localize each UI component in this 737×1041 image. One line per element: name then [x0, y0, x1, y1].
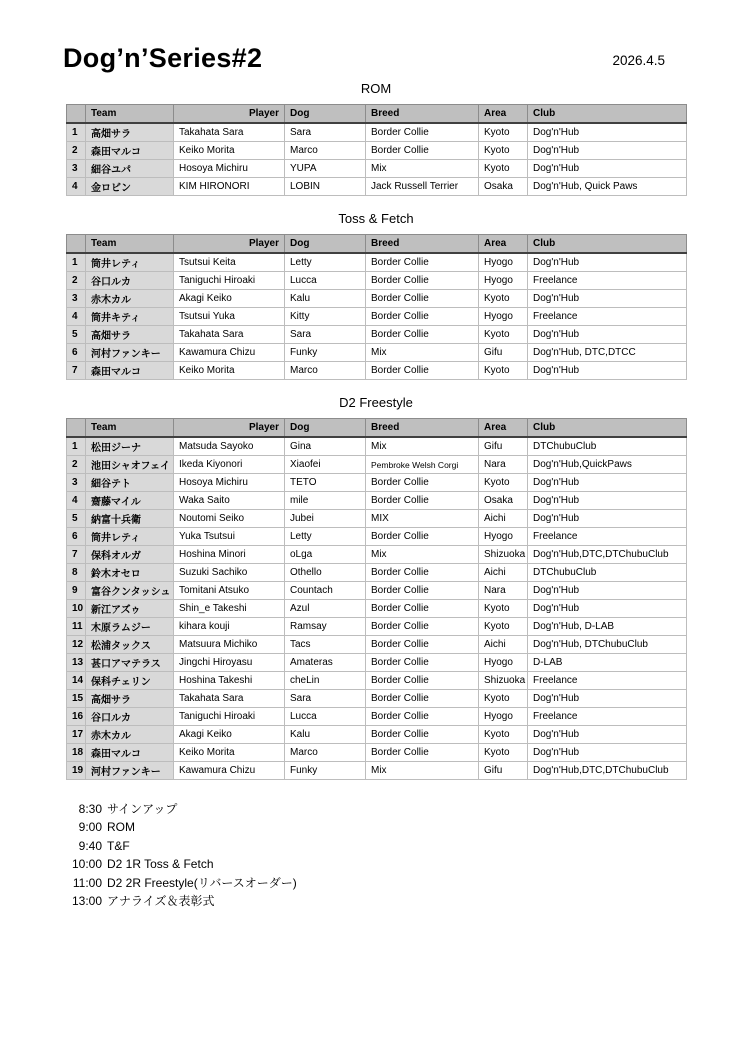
- breed-cell: Border Collie: [366, 744, 479, 762]
- table-title: D2 Freestyle: [339, 395, 413, 410]
- dog-cell: Sara: [285, 326, 366, 344]
- column-header-team: Team: [86, 105, 174, 124]
- table-row: [67, 528, 687, 546]
- breed-cell: Mix: [366, 160, 479, 178]
- table-row: [67, 290, 687, 308]
- dog-cell: oLga: [285, 546, 366, 564]
- header-row: [67, 235, 687, 254]
- club-cell: DTChubuClub: [528, 437, 687, 456]
- dog-cell: Kitty: [285, 308, 366, 326]
- club-cell: Dog'n'Hub,QuickPaws: [528, 456, 687, 474]
- player-cell: Tsutsui Keita: [174, 253, 285, 272]
- column-header-team: Team: [86, 419, 174, 438]
- team-cell: 筒井レティ: [86, 528, 174, 546]
- team-cell: 鈴木オセロ: [86, 564, 174, 582]
- table-row: [67, 456, 687, 474]
- schedule-event: D2 2R Freestyle(リバースオーダー): [107, 875, 297, 890]
- dog-cell: Kalu: [285, 290, 366, 308]
- breed-cell: Border Collie: [366, 636, 479, 654]
- breed-cell: Border Collie: [366, 672, 479, 690]
- breed-cell: Mix: [366, 344, 479, 362]
- player-cell: Hosoya Michiru: [174, 160, 285, 178]
- dog-cell: Marco: [285, 362, 366, 380]
- team-cell: 齋藤マイル: [86, 492, 174, 510]
- breed-cell: Border Collie: [366, 142, 479, 160]
- area-cell: Kyoto: [479, 290, 528, 308]
- club-cell: Freelance: [528, 708, 687, 726]
- roster-table: [66, 234, 687, 380]
- table-row: [67, 178, 687, 196]
- player-cell: Taniguchi Hiroaki: [174, 708, 285, 726]
- no-cell: 13: [67, 654, 86, 672]
- area-cell: Kyoto: [479, 160, 528, 178]
- schedule-time: 11:00: [72, 875, 102, 890]
- club-cell: Dog'n'Hub: [528, 600, 687, 618]
- club-cell: Dog'n'Hub: [528, 726, 687, 744]
- table-row: [67, 582, 687, 600]
- dog-cell: Azul: [285, 600, 366, 618]
- table-row: [67, 142, 687, 160]
- no-cell: 4: [67, 492, 86, 510]
- no-cell: 6: [67, 528, 86, 546]
- schedule-event: D2 1R Toss & Fetch: [107, 857, 214, 872]
- team-cell: 谷口ルカ: [86, 272, 174, 290]
- breed-cell: Border Collie: [366, 654, 479, 672]
- player-cell: Tsutsui Yuka: [174, 308, 285, 326]
- table-row: [67, 672, 687, 690]
- dog-cell: Kalu: [285, 726, 366, 744]
- no-cell: 2: [67, 456, 86, 474]
- dog-cell: Funky: [285, 762, 366, 780]
- breed-cell: Border Collie: [366, 618, 479, 636]
- dog-cell: Letty: [285, 253, 366, 272]
- column-header-player: Player: [174, 235, 285, 254]
- schedule-time: 9:00: [78, 820, 102, 835]
- club-cell: Dog'n'Hub: [528, 690, 687, 708]
- breed-cell: Border Collie: [366, 600, 479, 618]
- schedule-event: サインアップ: [107, 802, 178, 816]
- breed-cell: Border Collie: [366, 564, 479, 582]
- roster-section: [66, 394, 686, 780]
- schedule: [64, 800, 297, 910]
- breed-cell: Border Collie: [366, 474, 479, 492]
- no-cell: 19: [67, 762, 86, 780]
- player-cell: Noutomi Seiko: [174, 510, 285, 528]
- area-cell: Kyoto: [479, 142, 528, 160]
- table-row: [67, 437, 687, 456]
- column-header-dog: Dog: [285, 105, 366, 124]
- player-cell: Suzuki Sachiko: [174, 564, 285, 582]
- dog-cell: YUPA: [285, 160, 366, 178]
- table-row: [67, 564, 687, 582]
- area-cell: Kyoto: [479, 744, 528, 762]
- dog-cell: mile: [285, 492, 366, 510]
- breed-cell: Border Collie: [366, 272, 479, 290]
- dog-cell: Funky: [285, 344, 366, 362]
- team-cell: 筒井キティ: [86, 308, 174, 326]
- dog-cell: Marco: [285, 744, 366, 762]
- club-cell: Dog'n'Hub, DTC,DTCC: [528, 344, 687, 362]
- area-cell: Osaka: [479, 492, 528, 510]
- breed-cell: Border Collie: [366, 123, 479, 142]
- schedule-time: 10:00: [71, 857, 102, 872]
- area-cell: Shizuoka: [479, 546, 528, 564]
- player-cell: Waka Saito: [174, 492, 285, 510]
- table-row: [67, 618, 687, 636]
- dog-cell: Jubei: [285, 510, 366, 528]
- page-header: [63, 42, 665, 74]
- club-cell: Freelance: [528, 528, 687, 546]
- no-cell: 1: [67, 253, 86, 272]
- breed-cell: Mix: [366, 437, 479, 456]
- no-cell: 1: [67, 123, 86, 142]
- club-cell: Dog'n'Hub: [528, 510, 687, 528]
- area-cell: Gifu: [479, 437, 528, 456]
- table-row: [67, 160, 687, 178]
- area-cell: Kyoto: [479, 618, 528, 636]
- club-cell: Dog'n'Hub: [528, 326, 687, 344]
- roster-table: [66, 418, 687, 780]
- schedule-time: 8:30: [78, 802, 102, 816]
- header-row: [67, 419, 687, 438]
- schedule-item: [64, 818, 297, 836]
- schedule-item: [64, 874, 297, 892]
- schedule-item: [64, 892, 297, 910]
- schedule-event: アナライズ＆表彰式: [107, 893, 215, 908]
- club-cell: Dog'n'Hub: [528, 492, 687, 510]
- no-cell: 3: [67, 290, 86, 308]
- no-cell: 16: [67, 708, 86, 726]
- dog-cell: Xiaofei: [285, 456, 366, 474]
- club-cell: Freelance: [528, 308, 687, 326]
- player-cell: Keiko Morita: [174, 362, 285, 380]
- table-row: [67, 690, 687, 708]
- player-cell: Ikeda Kiyonori: [174, 456, 285, 474]
- dog-cell: Gina: [285, 437, 366, 456]
- area-cell: Osaka: [479, 178, 528, 196]
- table-row: [67, 474, 687, 492]
- table-row: [67, 654, 687, 672]
- no-cell: 11: [67, 618, 86, 636]
- club-cell: DTChubuClub: [528, 564, 687, 582]
- table-row: [67, 726, 687, 744]
- team-cell: 池田シャオフェイ: [86, 456, 174, 474]
- dog-cell: Sara: [285, 690, 366, 708]
- breed-cell: Jack Russell Terrier: [366, 178, 479, 196]
- dog-cell: cheLin: [285, 672, 366, 690]
- event-date: 2026.4.5: [612, 53, 665, 68]
- player-cell: Shin_e Takeshi: [174, 600, 285, 618]
- area-cell: Hyogo: [479, 708, 528, 726]
- area-cell: Hyogo: [479, 308, 528, 326]
- player-cell: Takahata Sara: [174, 326, 285, 344]
- table-row: [67, 492, 687, 510]
- no-cell: 12: [67, 636, 86, 654]
- club-cell: Freelance: [528, 672, 687, 690]
- dog-cell: TETO: [285, 474, 366, 492]
- column-header-dog: Dog: [285, 419, 366, 438]
- team-cell: 富谷クンタッシュ: [86, 582, 174, 600]
- player-cell: Jingchi Hiroyasu: [174, 654, 285, 672]
- area-cell: Hyogo: [479, 272, 528, 290]
- player-cell: Matsuda Sayoko: [174, 437, 285, 456]
- column-header-area: Area: [479, 105, 528, 124]
- team-cell: 高畑サラ: [86, 123, 174, 142]
- dog-cell: LOBIN: [285, 178, 366, 196]
- area-cell: Aichi: [479, 564, 528, 582]
- dog-cell: Amateras: [285, 654, 366, 672]
- club-cell: Dog'n'Hub: [528, 362, 687, 380]
- club-cell: Dog'n'Hub,DTC,DTChubuClub: [528, 546, 687, 564]
- area-cell: Kyoto: [479, 326, 528, 344]
- team-cell: 高畑サラ: [86, 326, 174, 344]
- no-cell: 4: [67, 178, 86, 196]
- schedule-item: [64, 800, 297, 818]
- schedule-time: 13:00: [71, 893, 102, 908]
- area-cell: Aichi: [479, 636, 528, 654]
- player-cell: Matsuura Michiko: [174, 636, 285, 654]
- column-header-number: [67, 105, 86, 124]
- player-cell: Kawamura Chizu: [174, 344, 285, 362]
- club-cell: Dog'n'Hub, D-LAB: [528, 618, 687, 636]
- table-row: [67, 308, 687, 326]
- column-header-breed: Breed: [366, 105, 479, 124]
- table-row: [67, 546, 687, 564]
- area-cell: Shizuoka: [479, 672, 528, 690]
- club-cell: Dog'n'Hub: [528, 582, 687, 600]
- area-cell: Kyoto: [479, 600, 528, 618]
- team-cell: 河村ファンキー: [86, 344, 174, 362]
- table-row: [67, 600, 687, 618]
- schedule-item: [64, 855, 297, 873]
- team-cell: 森田マルコ: [86, 142, 174, 160]
- team-cell: 保科チェリン: [86, 672, 174, 690]
- area-cell: Hyogo: [479, 528, 528, 546]
- table-row: [67, 708, 687, 726]
- player-cell: Kawamura Chizu: [174, 762, 285, 780]
- player-cell: Keiko Morita: [174, 744, 285, 762]
- breed-cell: Border Collie: [366, 290, 479, 308]
- no-cell: 8: [67, 564, 86, 582]
- player-cell: Hoshina Minori: [174, 546, 285, 564]
- player-cell: Tomitani Atsuko: [174, 582, 285, 600]
- dog-cell: Lucca: [285, 708, 366, 726]
- header-row: [67, 105, 687, 124]
- player-cell: Hoshina Takeshi: [174, 672, 285, 690]
- column-header-player: Player: [174, 105, 285, 124]
- breed-cell: Mix: [366, 546, 479, 564]
- team-cell: 森田マルコ: [86, 744, 174, 762]
- player-cell: Keiko Morita: [174, 142, 285, 160]
- club-cell: Dog'n'Hub: [528, 123, 687, 142]
- team-cell: 新江アズゥ: [86, 600, 174, 618]
- area-cell: Hyogo: [479, 253, 528, 272]
- team-cell: 赤木カル: [86, 290, 174, 308]
- breed-cell: Border Collie: [366, 326, 479, 344]
- team-cell: 金ロビン: [86, 178, 174, 196]
- roster-tables: [66, 80, 686, 780]
- breed-cell: Border Collie: [366, 308, 479, 326]
- table-row: [67, 762, 687, 780]
- no-cell: 7: [67, 546, 86, 564]
- team-cell: 松浦タックス: [86, 636, 174, 654]
- player-cell: kihara kouji: [174, 618, 285, 636]
- no-cell: 4: [67, 308, 86, 326]
- dog-cell: Tacs: [285, 636, 366, 654]
- table-row: [67, 326, 687, 344]
- table-row: [67, 253, 687, 272]
- breed-cell: Border Collie: [366, 362, 479, 380]
- schedule-item: [64, 837, 297, 855]
- table-row: [67, 510, 687, 528]
- no-cell: 1: [67, 437, 86, 456]
- player-cell: Takahata Sara: [174, 690, 285, 708]
- player-cell: Yuka Tsutsui: [174, 528, 285, 546]
- club-cell: Dog'n'Hub: [528, 290, 687, 308]
- no-cell: 3: [67, 474, 86, 492]
- area-cell: Kyoto: [479, 690, 528, 708]
- dog-cell: Lucca: [285, 272, 366, 290]
- team-cell: 松田ジーナ: [86, 437, 174, 456]
- area-cell: Kyoto: [479, 474, 528, 492]
- roster-section: [66, 80, 686, 196]
- player-cell: Akagi Keiko: [174, 290, 285, 308]
- dog-cell: Ramsay: [285, 618, 366, 636]
- club-cell: Dog'n'Hub,DTC,DTChubuClub: [528, 762, 687, 780]
- breed-cell: Border Collie: [366, 708, 479, 726]
- club-cell: Dog'n'Hub, DTChubuClub: [528, 636, 687, 654]
- breed-cell: MIX: [366, 510, 479, 528]
- no-cell: 6: [67, 344, 86, 362]
- team-cell: 細谷テト: [86, 474, 174, 492]
- column-header-number: [67, 235, 86, 254]
- column-header-number: [67, 419, 86, 438]
- club-cell: Dog'n'Hub: [528, 142, 687, 160]
- no-cell: 14: [67, 672, 86, 690]
- column-header-area: Area: [479, 235, 528, 254]
- no-cell: 2: [67, 142, 86, 160]
- team-cell: 赤木カル: [86, 726, 174, 744]
- dog-cell: Sara: [285, 123, 366, 142]
- team-cell: 納富十兵衛: [86, 510, 174, 528]
- no-cell: 5: [67, 510, 86, 528]
- team-cell: 甚口アマテラス: [86, 654, 174, 672]
- no-cell: 10: [67, 600, 86, 618]
- area-cell: Nara: [479, 582, 528, 600]
- club-cell: Dog'n'Hub: [528, 160, 687, 178]
- table-row: [67, 362, 687, 380]
- column-header-player: Player: [174, 419, 285, 438]
- breed-cell: Border Collie: [366, 492, 479, 510]
- no-cell: 7: [67, 362, 86, 380]
- no-cell: 9: [67, 582, 86, 600]
- roster-section: [66, 210, 686, 380]
- breed-cell: Border Collie: [366, 690, 479, 708]
- no-cell: 17: [67, 726, 86, 744]
- club-cell: Dog'n'Hub, Quick Paws: [528, 178, 687, 196]
- column-header-team: Team: [86, 235, 174, 254]
- table-title: ROM: [360, 81, 392, 96]
- club-cell: Freelance: [528, 272, 687, 290]
- team-cell: 筒井レティ: [86, 253, 174, 272]
- breed-cell: Pembroke Welsh Corgi: [366, 456, 479, 474]
- dog-cell: Letty: [285, 528, 366, 546]
- table-row: [67, 123, 687, 142]
- team-cell: 細谷ユパ: [86, 160, 174, 178]
- breed-cell: Mix: [366, 762, 479, 780]
- team-cell: 木原ラムジー: [86, 618, 174, 636]
- player-cell: Hosoya Michiru: [174, 474, 285, 492]
- team-cell: 森田マルコ: [86, 362, 174, 380]
- dog-cell: Countach: [285, 582, 366, 600]
- player-cell: Akagi Keiko: [174, 726, 285, 744]
- column-header-club: Club: [528, 419, 687, 438]
- table-row: [67, 344, 687, 362]
- team-cell: 谷口ルカ: [86, 708, 174, 726]
- player-cell: Takahata Sara: [174, 123, 285, 142]
- breed-cell: Border Collie: [366, 726, 479, 744]
- player-cell: Taniguchi Hiroaki: [174, 272, 285, 290]
- roster-table: [66, 104, 687, 196]
- area-cell: Aichi: [479, 510, 528, 528]
- column-header-club: Club: [528, 105, 687, 124]
- dog-cell: Othello: [285, 564, 366, 582]
- area-cell: Gifu: [479, 344, 528, 362]
- breed-cell: Border Collie: [366, 253, 479, 272]
- no-cell: 2: [67, 272, 86, 290]
- column-header-breed: Breed: [366, 235, 479, 254]
- table-title: Toss & Fetch: [338, 211, 414, 226]
- column-header-club: Club: [528, 235, 687, 254]
- dog-cell: Marco: [285, 142, 366, 160]
- schedule-event: T&F: [107, 838, 130, 853]
- table-row: [67, 744, 687, 762]
- no-cell: 18: [67, 744, 86, 762]
- area-cell: Kyoto: [479, 726, 528, 744]
- area-cell: Gifu: [479, 762, 528, 780]
- area-cell: Kyoto: [479, 362, 528, 380]
- schedule-time: 9:40: [78, 838, 102, 853]
- club-cell: D-LAB: [528, 654, 687, 672]
- area-cell: Nara: [479, 456, 528, 474]
- area-cell: Hyogo: [479, 654, 528, 672]
- breed-cell: Border Collie: [366, 582, 479, 600]
- area-cell: Kyoto: [479, 123, 528, 142]
- column-header-dog: Dog: [285, 235, 366, 254]
- breed-cell: Border Collie: [366, 528, 479, 546]
- team-cell: 高畑サラ: [86, 690, 174, 708]
- club-cell: Dog'n'Hub: [528, 744, 687, 762]
- team-cell: 保科オルガ: [86, 546, 174, 564]
- team-cell: 河村ファンキー: [86, 762, 174, 780]
- player-cell: KIM HIRONORI: [174, 178, 285, 196]
- no-cell: 3: [67, 160, 86, 178]
- club-cell: Dog'n'Hub: [528, 253, 687, 272]
- schedule-event: ROM: [107, 820, 135, 835]
- page-title: Dog’n’Series#2: [63, 43, 263, 73]
- table-row: [67, 272, 687, 290]
- club-cell: Dog'n'Hub: [528, 474, 687, 492]
- no-cell: 5: [67, 326, 86, 344]
- column-header-area: Area: [479, 419, 528, 438]
- column-header-breed: Breed: [366, 419, 479, 438]
- no-cell: 15: [67, 690, 86, 708]
- table-row: [67, 636, 687, 654]
